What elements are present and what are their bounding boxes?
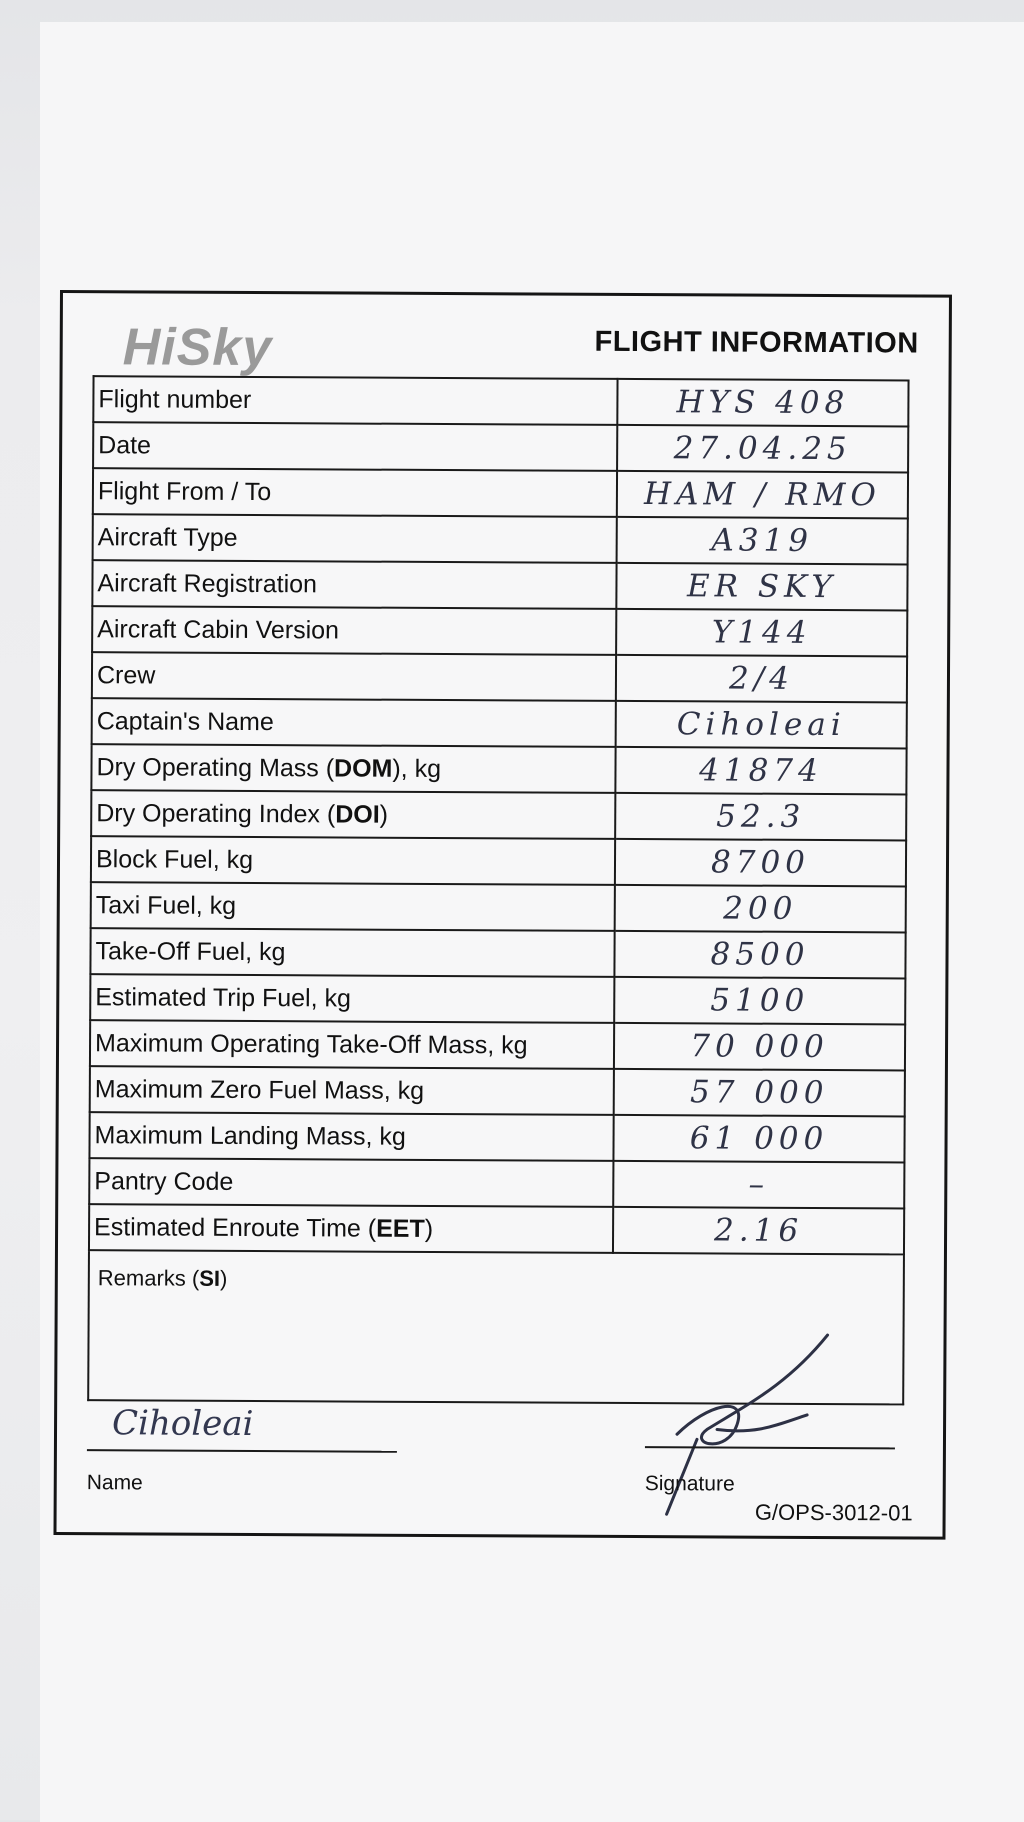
logo-text: HiSky xyxy=(122,318,273,378)
field-label: Aircraft Type xyxy=(93,514,617,563)
field-label: Dry Operating Mass (DOM), kg xyxy=(91,744,615,793)
field-value: 70 000 xyxy=(614,1023,905,1071)
table-row xyxy=(89,1158,904,1208)
table-row xyxy=(93,514,908,564)
field-label: Maximum Operating Take-Off Mass, kg xyxy=(90,1020,614,1069)
table-row xyxy=(90,974,905,1024)
table-row xyxy=(91,882,906,932)
table-row xyxy=(92,606,907,656)
form-title: FLIGHT INFORMATION xyxy=(594,325,919,360)
flight-info-table xyxy=(88,375,910,1255)
table-row xyxy=(91,790,906,840)
field-label: Take-Off Fuel, kg xyxy=(90,928,614,977)
field-label: Dry Operating Index (DOI) xyxy=(91,790,615,839)
field-label: Captain's Name xyxy=(92,698,616,747)
field-value: ER SKY xyxy=(616,563,907,611)
field-label: Maximum Landing Mass, kg xyxy=(89,1112,613,1161)
field-label: Aircraft Registration xyxy=(92,560,616,609)
table-row xyxy=(90,1020,905,1070)
field-value: 5100 xyxy=(614,977,905,1025)
document-code: G/OPS-3012-01 xyxy=(754,1499,913,1526)
table-row xyxy=(89,1112,904,1162)
field-label: Date xyxy=(93,422,617,471)
table-row xyxy=(89,1204,904,1254)
field-value: 41874 xyxy=(615,747,906,795)
field-label: Estimated Trip Fuel, kg xyxy=(90,974,614,1023)
table-row xyxy=(91,836,906,886)
field-value: 52.3 xyxy=(615,793,906,841)
field-value: 8700 xyxy=(615,839,906,887)
remarks-label: Remarks (SI) xyxy=(97,1265,228,1291)
field-value: HYS 408 xyxy=(617,379,908,427)
field-value: 57 000 xyxy=(614,1069,905,1117)
field-value: 2.16 xyxy=(613,1207,904,1255)
signature-label: Signature xyxy=(644,1472,735,1496)
table-row xyxy=(93,376,908,426)
table-row xyxy=(93,468,908,518)
name-line xyxy=(87,1449,397,1453)
table-row xyxy=(92,652,907,702)
field-label: Estimated Enroute Time (EET) xyxy=(89,1204,613,1253)
field-value: Y144 xyxy=(616,609,907,657)
field-label: Flight From / To xyxy=(93,468,617,517)
table-row xyxy=(93,422,908,472)
name-handwriting: Ciholeai xyxy=(111,1403,254,1445)
field-label: Aircraft Cabin Version xyxy=(92,606,616,655)
field-label: Pantry Code xyxy=(89,1158,613,1207)
table-row xyxy=(91,744,906,794)
field-label: Block Fuel, kg xyxy=(91,836,615,885)
field-value: 200 xyxy=(615,885,906,933)
field-label: Taxi Fuel, kg xyxy=(91,882,615,931)
table-row xyxy=(92,560,907,610)
hisky-logo xyxy=(123,317,273,378)
field-value: – xyxy=(613,1161,904,1209)
table-row xyxy=(90,1066,905,1116)
table-row xyxy=(92,698,907,748)
field-value: 2/4 xyxy=(616,655,907,703)
field-value: Ciholeai xyxy=(616,701,907,749)
field-value: A319 xyxy=(617,517,908,565)
flight-information-form xyxy=(53,290,952,1540)
table-row xyxy=(90,928,905,978)
field-label: Flight number xyxy=(93,376,617,425)
field-label: Crew xyxy=(92,652,616,701)
field-value: 61 000 xyxy=(613,1115,904,1163)
field-label: Maximum Zero Fuel Mass, kg xyxy=(90,1066,614,1115)
field-value: 27.04.25 xyxy=(617,425,908,473)
field-value: 8500 xyxy=(614,931,905,979)
name-label: Name xyxy=(86,1471,143,1495)
field-value: HAM / RMO xyxy=(617,471,908,519)
